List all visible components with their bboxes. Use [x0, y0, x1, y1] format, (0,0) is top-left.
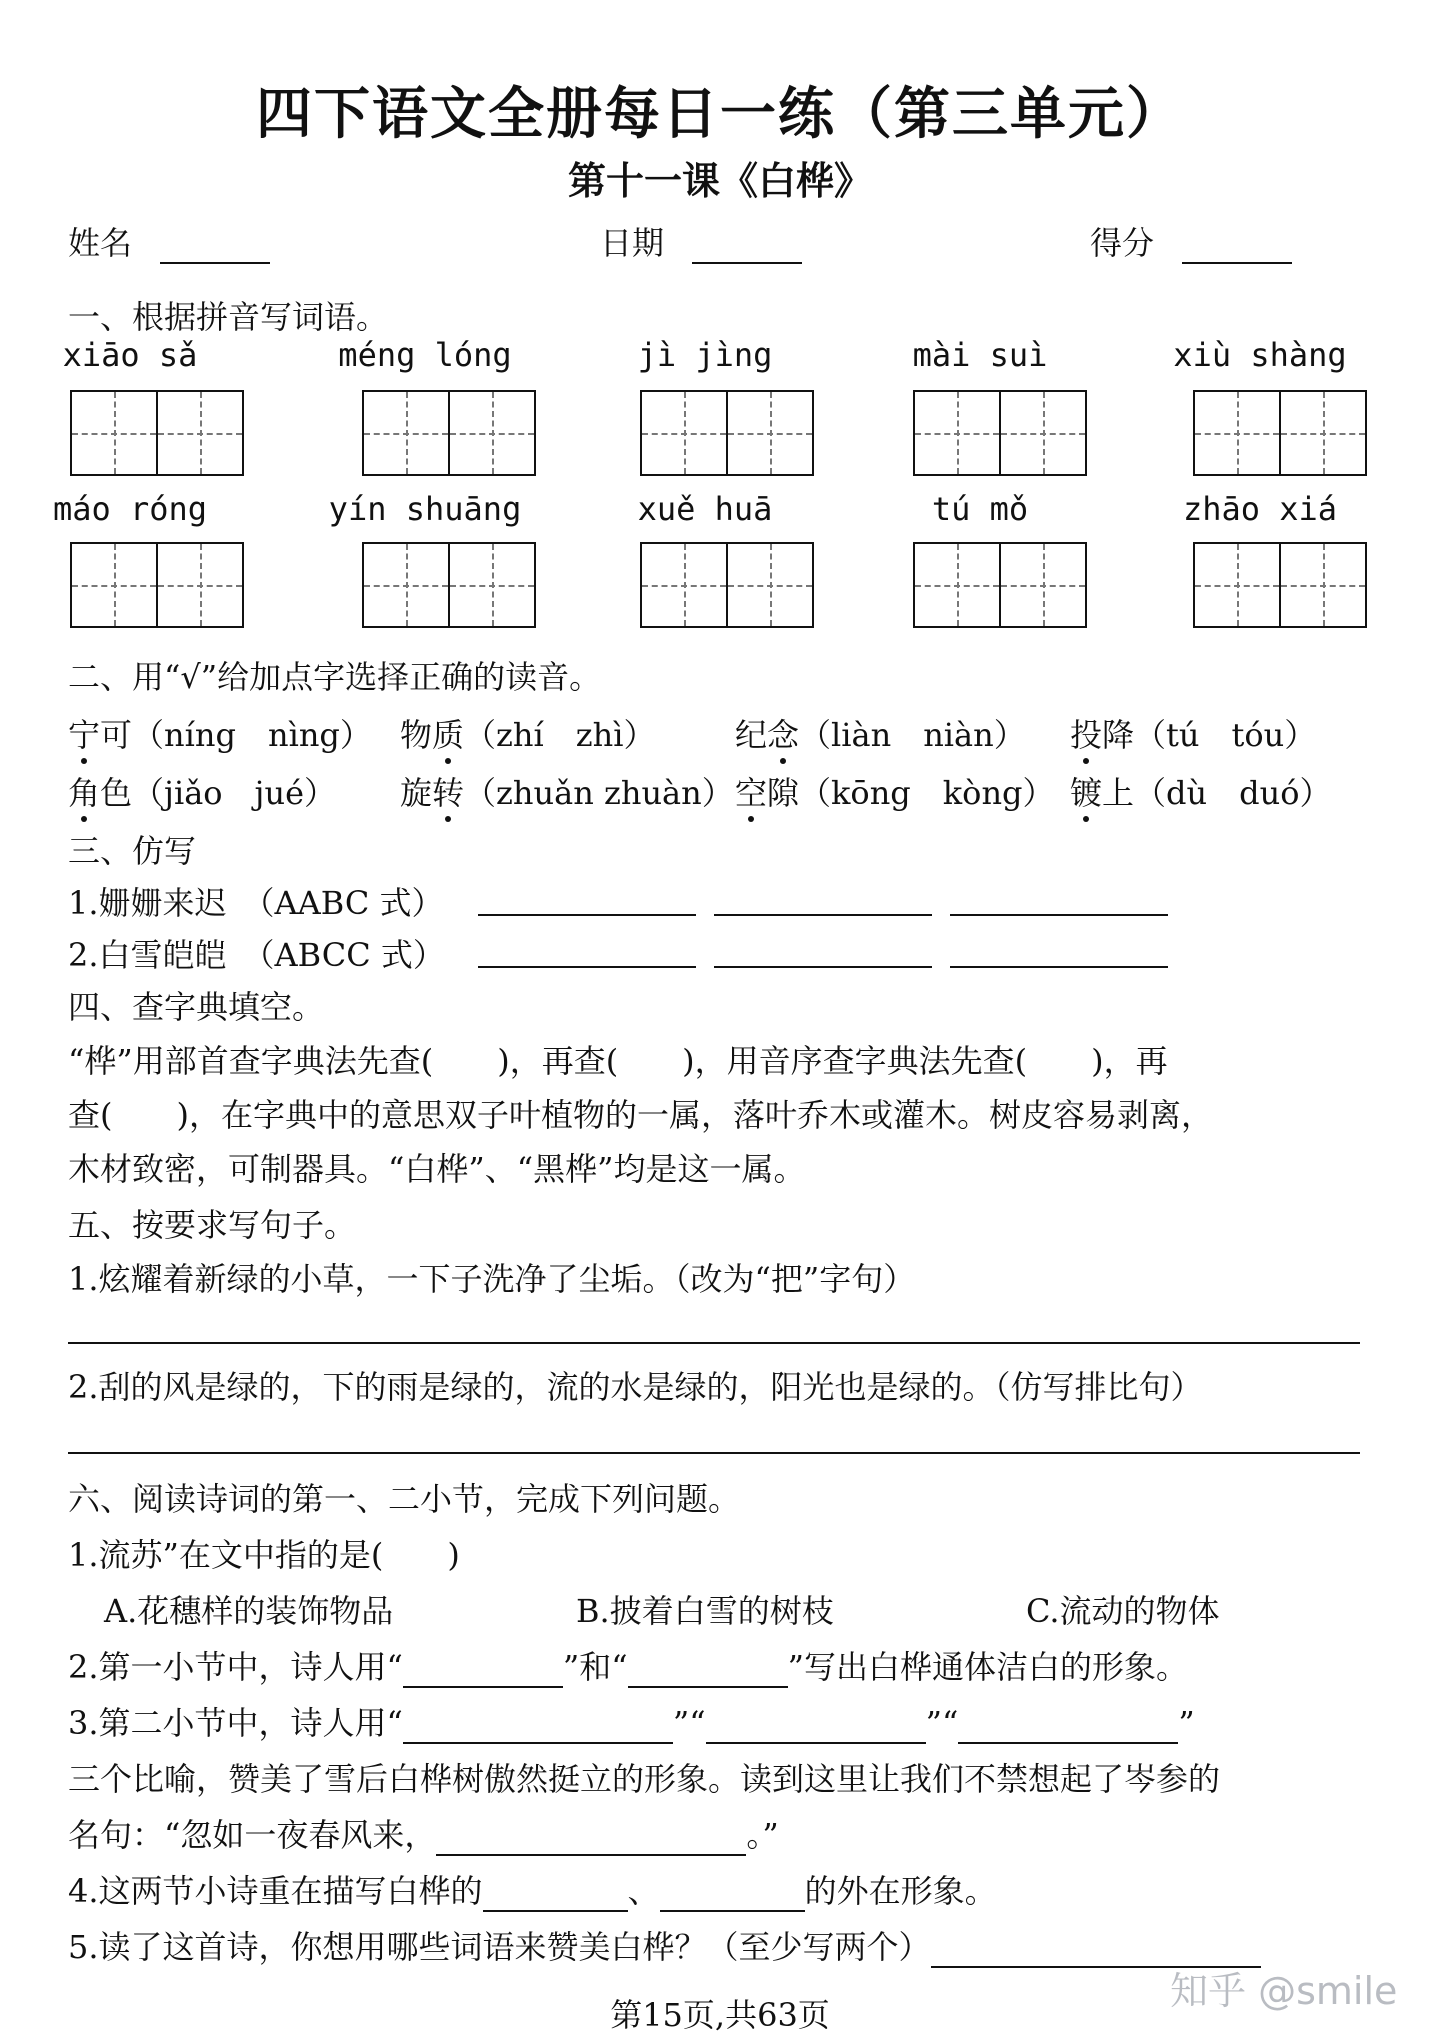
- answer-line[interactable]: [68, 1452, 1360, 1454]
- date-label: 日期: [600, 224, 665, 262]
- section-4-heading: 四、查字典填空。: [68, 988, 325, 1026]
- lesson-subtitle: 第十一课《白桦》: [567, 159, 872, 203]
- imitation-q2: 2.白雪皑皑 （ABCC 式）: [68, 936, 445, 974]
- answer-blank[interactable]: [403, 1654, 563, 1688]
- dotted-char: 投: [1070, 710, 1102, 756]
- pinyin-label: xiù shàng: [1173, 336, 1347, 374]
- pronunciation-item[interactable]: 宁可（níng nìng）: [68, 710, 372, 756]
- writing-grid[interactable]: [1193, 390, 1367, 476]
- answer-blank[interactable]: [950, 882, 1168, 916]
- writing-grid[interactable]: [913, 542, 1087, 628]
- score-field[interactable]: [1090, 218, 1292, 264]
- pronunciation-item[interactable]: 物质（zhí zhì）: [400, 710, 655, 756]
- dictionary-text: “桦”用部首查字典法先查( )，再查( )，用音序查字典法先查( )，再: [68, 1042, 1168, 1080]
- writing-grid[interactable]: [913, 390, 1087, 476]
- dotted-char: 质: [432, 710, 464, 756]
- dotted-char: 念: [767, 710, 799, 756]
- writing-grid[interactable]: [640, 542, 814, 628]
- pinyin-label: méng lóng: [338, 336, 512, 374]
- pinyin-label: yín shuāng: [328, 490, 522, 528]
- pronunciation-item[interactable]: 角色（jiǎo jué）: [68, 768, 336, 814]
- answer-blank[interactable]: [958, 1710, 1178, 1744]
- score-blank[interactable]: [1182, 230, 1292, 264]
- dictionary-text: 木材致密，可制器具。“白桦”、“黑桦”均是这一属。: [68, 1150, 806, 1188]
- section-6-heading: 六、阅读诗词的第一、二小节，完成下列问题。: [68, 1480, 741, 1518]
- writing-grid[interactable]: [640, 390, 814, 476]
- writing-grid[interactable]: [362, 542, 536, 628]
- reading-q3-text: 三个比喻，赞美了雪后白桦树傲然挺立的形象。读到这里让我们不禁想起了岑参的: [68, 1760, 1221, 1798]
- pinyin-label: zhāo xiá: [1182, 490, 1338, 528]
- dotted-char: 转: [432, 768, 464, 814]
- dotted-char: 角: [68, 768, 100, 814]
- answer-blank[interactable]: [403, 1710, 673, 1744]
- score-label: 得分: [1090, 224, 1155, 262]
- dotted-char: 镀: [1070, 768, 1102, 814]
- pronunciation-item[interactable]: 镀上（dù duó）: [1070, 768, 1332, 814]
- sentence-q2: 2.刮的风是绿的，下的雨是绿的，流的水是绿的，阳光也是绿的。（仿写排比句）: [68, 1368, 1203, 1406]
- pinyin-label: xiāo sǎ: [62, 336, 198, 374]
- date-blank[interactable]: [692, 230, 802, 264]
- sentence-q1: 1.炫耀着新绿的小草，一下子洗净了尘垢。（改为“把”字句）: [68, 1260, 916, 1298]
- answer-blank[interactable]: [660, 1878, 805, 1912]
- answer-blank[interactable]: [628, 1654, 788, 1688]
- option-c[interactable]: C.流动的物体: [1026, 1592, 1220, 1630]
- dictionary-text: 查( )，在字典中的意思双子叶植物的一属，落叶乔木或灌木。树皮容易剥离，: [68, 1096, 1213, 1134]
- pinyin-label: tú mǒ: [931, 490, 1029, 528]
- reading-q5: 5.读了这首诗，你想用哪些词语来赞美白桦？（至少写两个）: [68, 1922, 1261, 1968]
- pronunciation-item[interactable]: 空隙（kōng kòng）: [735, 768, 1055, 814]
- date-field[interactable]: [600, 218, 802, 264]
- reading-q4: 4.这两节小诗重在描写白桦的 、 的外在形象。: [68, 1872, 997, 1910]
- answer-blank[interactable]: [478, 882, 696, 916]
- answer-line[interactable]: [68, 1342, 1360, 1344]
- dotted-char: 空: [735, 768, 767, 814]
- pronunciation-item[interactable]: 旋转（zhuǎn zhuàn）: [400, 768, 734, 814]
- answer-blank[interactable]: [950, 934, 1168, 968]
- name-label: 姓名: [68, 224, 133, 262]
- watermark: 知乎 @smile: [1170, 1969, 1398, 2013]
- writing-grid[interactable]: [1193, 542, 1367, 628]
- answer-blank[interactable]: [706, 1710, 926, 1744]
- pinyin-label: mài suì: [912, 336, 1048, 374]
- answer-blank[interactable]: [714, 934, 932, 968]
- section-2-heading: 二、用“√”给加点字选择正确的读音。: [68, 658, 602, 696]
- writing-grid[interactable]: [362, 390, 536, 476]
- pinyin-label: jì jìng: [637, 336, 773, 374]
- pronunciation-item[interactable]: 纪念（liàn niàn）: [735, 710, 1026, 756]
- name-field[interactable]: [68, 218, 270, 264]
- page-title: 四下语文全册每日一练（第三单元）: [256, 82, 1184, 147]
- reading-q3: 3.第二小节中，诗人用“ ”“ ”“ ”: [68, 1704, 1195, 1742]
- pinyin-label: xuě huā: [637, 490, 773, 528]
- answer-blank[interactable]: [483, 1878, 628, 1912]
- section-1-heading: 一、根据拼音写词语。: [68, 298, 389, 336]
- section-3-heading: 三、仿写: [68, 832, 197, 870]
- option-a[interactable]: A.花穗样的装饰物品: [104, 1592, 394, 1630]
- name-blank[interactable]: [160, 230, 270, 264]
- writing-grid[interactable]: [70, 390, 244, 476]
- imitation-q1: 1.姗姗来迟 （AABC 式）: [68, 884, 444, 922]
- section-5-heading: 五、按要求写句子。: [68, 1206, 357, 1244]
- writing-grid[interactable]: [70, 542, 244, 628]
- reading-q1: 1.流苏”在文中指的是( ): [68, 1536, 460, 1574]
- answer-blank[interactable]: [478, 934, 696, 968]
- reading-q2: 2.第一小节中，诗人用“ ”和“ ”写出白桦通体洁白的形象。: [68, 1648, 1189, 1686]
- dotted-char: 宁: [68, 710, 100, 756]
- option-b[interactable]: B.披着白雪的树枝: [576, 1592, 834, 1630]
- page-number: 第15页,共63页: [610, 1996, 830, 2034]
- pinyin-label: máo róng: [52, 490, 208, 528]
- answer-blank[interactable]: [436, 1822, 746, 1856]
- answer-blank[interactable]: [714, 882, 932, 916]
- pronunciation-item[interactable]: 投降（tú tóu）: [1070, 710, 1316, 756]
- reading-q3-quote: 名句：“忽如一夜春风来， 。”: [68, 1816, 779, 1854]
